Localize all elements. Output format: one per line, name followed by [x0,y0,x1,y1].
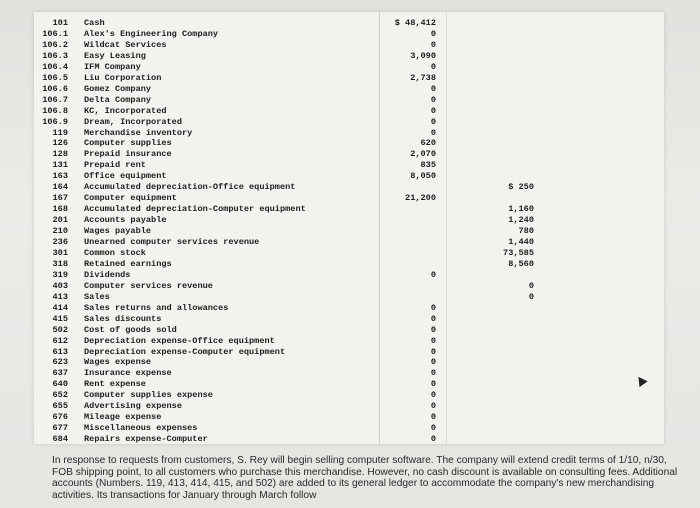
account-number: 163 [52,171,68,182]
credit-balance: 0 [528,280,534,291]
debit-balance: 0 [430,324,436,335]
debit-balance: 0 [430,335,436,346]
account-number: 106.8 [42,105,68,116]
account-name: Delta Company [84,94,152,105]
account-number: 106.1 [42,28,68,39]
debit-balance: 835 [420,160,436,171]
account-name: Accounts payable [84,215,167,226]
debit-balance: 0 [430,379,436,390]
account-number: 502 [52,324,68,335]
account-name: Common stock [84,247,146,258]
account-number: 164 [52,182,68,193]
account-number: 413 [52,291,68,302]
debit-balance: 0 [430,412,436,423]
credit-balance: 1,240 [508,215,534,226]
account-row [34,379,664,390]
account-row [34,95,664,106]
account-number: 106.2 [42,39,68,50]
debit-balance: 620 [420,138,436,149]
account-row [34,73,664,84]
account-row [34,292,664,303]
debit-balance: 0 [430,83,436,94]
debit-balance: 0 [430,368,436,379]
account-row [34,149,664,160]
debit-balance: 0 [430,390,436,401]
account-number: 684 [52,434,68,445]
account-row [34,193,664,204]
account-row [34,182,664,193]
account-row [34,29,664,40]
account-name: Dividends [84,269,131,280]
account-number: 677 [52,423,68,434]
account-number: 403 [52,280,68,291]
debit-balance: 0 [430,94,436,105]
credit-balance: $ 250 [508,182,534,193]
account-name: Alex's Engineering Company [84,28,219,39]
account-number: 106.4 [42,61,68,72]
account-name: Rent expense [84,379,146,390]
account-row [34,84,664,95]
debit-balance: 2,738 [410,72,436,83]
account-name: Unearned computer services revenue [84,237,260,247]
account-number: 414 [52,302,68,313]
account-name: Insurance expense [84,368,172,379]
credit-balance: 1,160 [508,204,534,215]
debit-balance: 0 [430,313,436,324]
account-number: 415 [52,313,68,324]
debit-balance: 0 [430,423,436,434]
debit-balance: 0 [430,434,436,445]
account-row [34,138,664,149]
account-name: Computer supplies [84,138,172,149]
trial-balance-table [34,12,664,444]
account-row [34,204,664,215]
account-number: 676 [52,412,68,423]
account-row [34,18,664,29]
account-number: 652 [52,390,68,401]
account-name: Repairs expense-Computer [84,434,208,445]
account-number: 167 [52,193,68,204]
account-name: Merchandise inventory [84,127,193,138]
debit-balance: 0 [430,357,436,368]
account-number: 106.7 [42,94,68,105]
account-row [34,357,664,368]
credit-balance: 8,560 [508,258,534,269]
account-number: 106.3 [42,50,68,61]
account-number: 318 [52,258,68,269]
debit-balance: 3,090 [410,50,436,61]
account-number: 655 [52,401,68,412]
account-row [34,237,664,248]
account-name: KC, Incorporated [84,105,167,116]
account-number: 201 [52,215,68,226]
account-name: Miscellaneous expenses [84,423,198,434]
account-number: 128 [52,149,68,160]
account-name: Dream, Incorporated [84,116,182,127]
account-name: Computer equipment [84,193,177,204]
account-row [34,106,664,117]
account-name: Depreciation expense-Computer equipment [84,346,286,357]
debit-balance: $ 48,412 [394,18,436,28]
account-row [34,51,664,62]
account-name: Prepaid rent [84,160,146,171]
account-number: 106.5 [42,72,68,83]
account-row [34,248,664,259]
debit-balance: 0 [430,401,436,412]
account-number: 612 [52,335,68,346]
account-name: Retained earnings [84,258,172,269]
account-number: 613 [52,346,68,357]
account-row [34,347,664,358]
account-row [34,226,664,237]
account-number: 210 [52,226,68,237]
debit-balance: 0 [430,61,436,72]
account-row [34,62,664,73]
account-row [34,423,664,434]
account-row [34,303,664,314]
account-number: 640 [52,379,68,390]
credit-balance: 0 [528,291,534,302]
debit-balance: 0 [430,105,436,116]
debit-balance: 8,050 [410,171,436,182]
account-name: Sales returns and allowances [84,302,229,313]
account-name: Depreciation expense-Office equipment [84,335,275,346]
debit-balance: 0 [430,346,436,357]
account-number: 301 [52,247,68,258]
account-row [34,401,664,412]
account-row [34,336,664,347]
account-name: Wages expense [84,357,152,368]
account-number: 119 [52,127,68,138]
account-name: Office equipment [84,171,167,182]
account-number: 319 [52,269,68,280]
account-row [34,171,664,182]
account-row [34,270,664,281]
debit-balance: 0 [430,302,436,313]
account-row [34,160,664,171]
account-name: Cash [84,18,105,28]
account-number: 236 [52,237,68,247]
account-number: 623 [52,357,68,368]
credit-balance: 73,585 [503,247,534,258]
problem-description: In response to requests from customers, S. Rey will begin selling computer software. The company will extend credit terms of 1/10, n/30, FOB shipping point, to all customers who purchase this merchandise. However, no cash discount is available on consulting fees. Additional accounts (Numbers. 119, 413, 414, 415, and 502) are added to its general ledger to accommodate the company's new merchandising activities. Its transactions for January through March follow [52,455,678,501]
account-number: 106.6 [42,83,68,94]
account-name: Wages payable [84,226,152,237]
account-name: Sales [84,291,110,302]
account-row [34,368,664,379]
account-name: Easy Leasing [84,50,146,61]
account-number: 131 [52,160,68,171]
account-row [34,117,664,128]
debit-balance: 2,070 [410,149,436,160]
credit-balance: 780 [518,226,534,237]
account-name: Liu Corporation [84,72,162,83]
credit-balance: 1,440 [508,237,534,247]
account-name: Computer supplies expense [84,390,213,401]
account-name: IFM Company [84,61,141,72]
debit-balance: 0 [430,28,436,39]
account-number: 106.9 [42,116,68,127]
account-name: Accumulated depreciation-Computer equipment [84,204,306,215]
account-row [34,325,664,336]
account-name: Cost of goods sold [84,324,177,335]
account-name: Advertising expense [84,401,182,412]
account-row [34,314,664,325]
account-row [34,390,664,401]
account-number: 126 [52,138,68,149]
account-row [34,128,664,139]
debit-balance: 0 [430,127,436,138]
account-name: Wildcat Services [84,39,167,50]
account-row [34,434,664,445]
account-name: Computer services revenue [84,280,213,291]
account-number: 101 [52,18,68,28]
debit-balance: 0 [430,39,436,50]
account-name: Prepaid insurance [84,149,172,160]
account-number: 637 [52,368,68,379]
debit-balance: 0 [430,116,436,127]
account-name: Gomez Company [84,83,152,94]
account-row [34,259,664,270]
debit-balance: 21,200 [405,193,436,204]
account-row [34,281,664,292]
account-name: Accumulated depreciation-Office equipment [84,182,296,193]
account-row [34,40,664,51]
account-row [34,215,664,226]
account-name: Sales discounts [84,313,162,324]
account-name: Mileage expense [84,412,162,423]
debit-balance: 0 [430,269,436,280]
account-row [34,412,664,423]
account-number: 168 [52,204,68,215]
